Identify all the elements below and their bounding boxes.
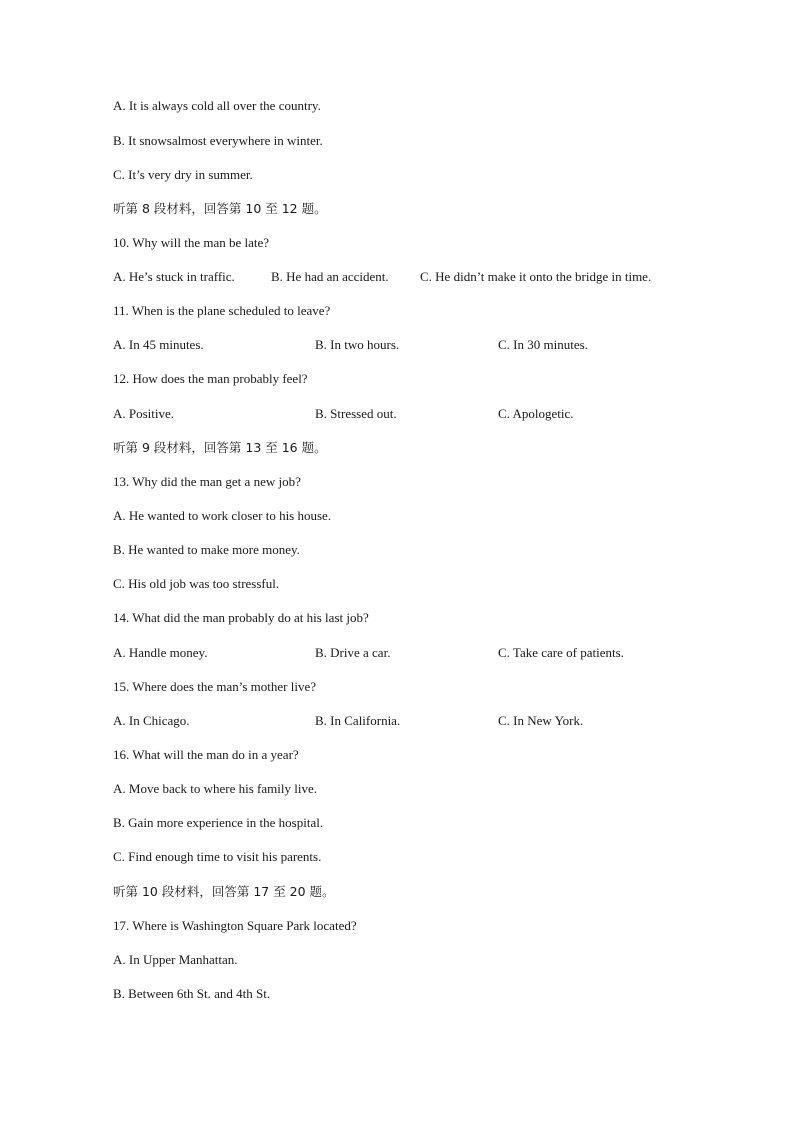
option-b: B. Drive a car. xyxy=(315,645,391,660)
question-line xyxy=(113,679,316,695)
question-line xyxy=(113,747,299,763)
question-text: 11. When is the plane scheduled to leave? xyxy=(113,303,331,318)
option-c: C. Take care of patients. xyxy=(498,645,624,660)
question-text: 12. How does the man probably feel? xyxy=(113,371,308,386)
option-b: B. Stressed out. xyxy=(315,406,397,421)
section-instruction-text: 听第 8 段材料，回答第 10 至 12 题。 xyxy=(113,201,327,216)
question-text: 13. Why did the man get a new job? xyxy=(113,474,301,489)
option-c: C. In New York. xyxy=(498,713,584,728)
option-text: A. He wanted to work closer to his house. xyxy=(113,508,332,523)
option-line xyxy=(113,133,323,149)
option-text: A. Move back to where his family live. xyxy=(113,781,317,796)
option-a: A. Handle money. xyxy=(113,645,208,660)
option-line xyxy=(113,508,331,524)
option-a: A. He’s stuck in traffic. xyxy=(113,269,235,284)
question-line xyxy=(113,371,308,387)
question-text: 16. What will the man do in a year? xyxy=(113,747,299,762)
section-instruction-text: 听第 9 段材料，回答第 13 至 16 题。 xyxy=(113,440,327,455)
question-line xyxy=(113,303,330,319)
option-c: C. In 30 minutes. xyxy=(498,337,588,352)
option-c: C. He didn’t make it onto the bridge in time. xyxy=(420,269,652,284)
question-line xyxy=(113,235,269,251)
option-c: C. Apologetic. xyxy=(498,406,574,421)
section-instruction xyxy=(113,884,335,900)
option-b: B. In two hours. xyxy=(315,337,400,352)
option-text: A. It is always cold all over the country. xyxy=(113,98,321,113)
option-line xyxy=(113,815,323,831)
option-line xyxy=(113,98,321,114)
option-a: A. Positive. xyxy=(113,406,175,421)
option-text: B. It snowsalmost everywhere in winter. xyxy=(113,133,323,148)
option-line xyxy=(113,576,279,592)
option-b: B. He had an accident. xyxy=(271,269,389,284)
option-text: C. His old job was too stressful. xyxy=(113,576,280,591)
option-line xyxy=(113,986,270,1002)
section-instruction-text: 听第 10 段材料，回答第 17 至 20 题。 xyxy=(113,884,335,899)
option-b: B. In California. xyxy=(315,713,401,728)
question-line xyxy=(113,610,369,626)
option-text: C. It’s very dry in summer. xyxy=(113,167,253,182)
section-instruction xyxy=(113,440,327,456)
section-instruction xyxy=(113,201,327,217)
option-line xyxy=(113,167,253,183)
option-text: B. He wanted to make more money. xyxy=(113,542,300,557)
option-a: A. In 45 minutes. xyxy=(113,337,204,352)
question-text: 15. Where does the man’s mother live? xyxy=(113,679,317,694)
option-text: A. In Upper Manhattan. xyxy=(113,952,238,967)
question-text: 17. Where is Washington Square Park located? xyxy=(113,918,357,933)
question-line xyxy=(113,918,357,934)
option-text: B. Gain more experience in the hospital. xyxy=(113,815,324,830)
option-line xyxy=(113,849,321,865)
option-text: C. Find enough time to visit his parents. xyxy=(113,849,322,864)
option-line xyxy=(113,781,317,797)
option-text: B. Between 6th St. and 4th St. xyxy=(113,986,271,1001)
option-line xyxy=(113,542,300,558)
question-text: 10. Why will the man be late? xyxy=(113,235,270,250)
option-a: A. In Chicago. xyxy=(113,713,190,728)
question-text: 14. What did the man probably do at his last job? xyxy=(113,610,369,625)
option-line xyxy=(113,952,238,968)
question-line xyxy=(113,474,301,490)
